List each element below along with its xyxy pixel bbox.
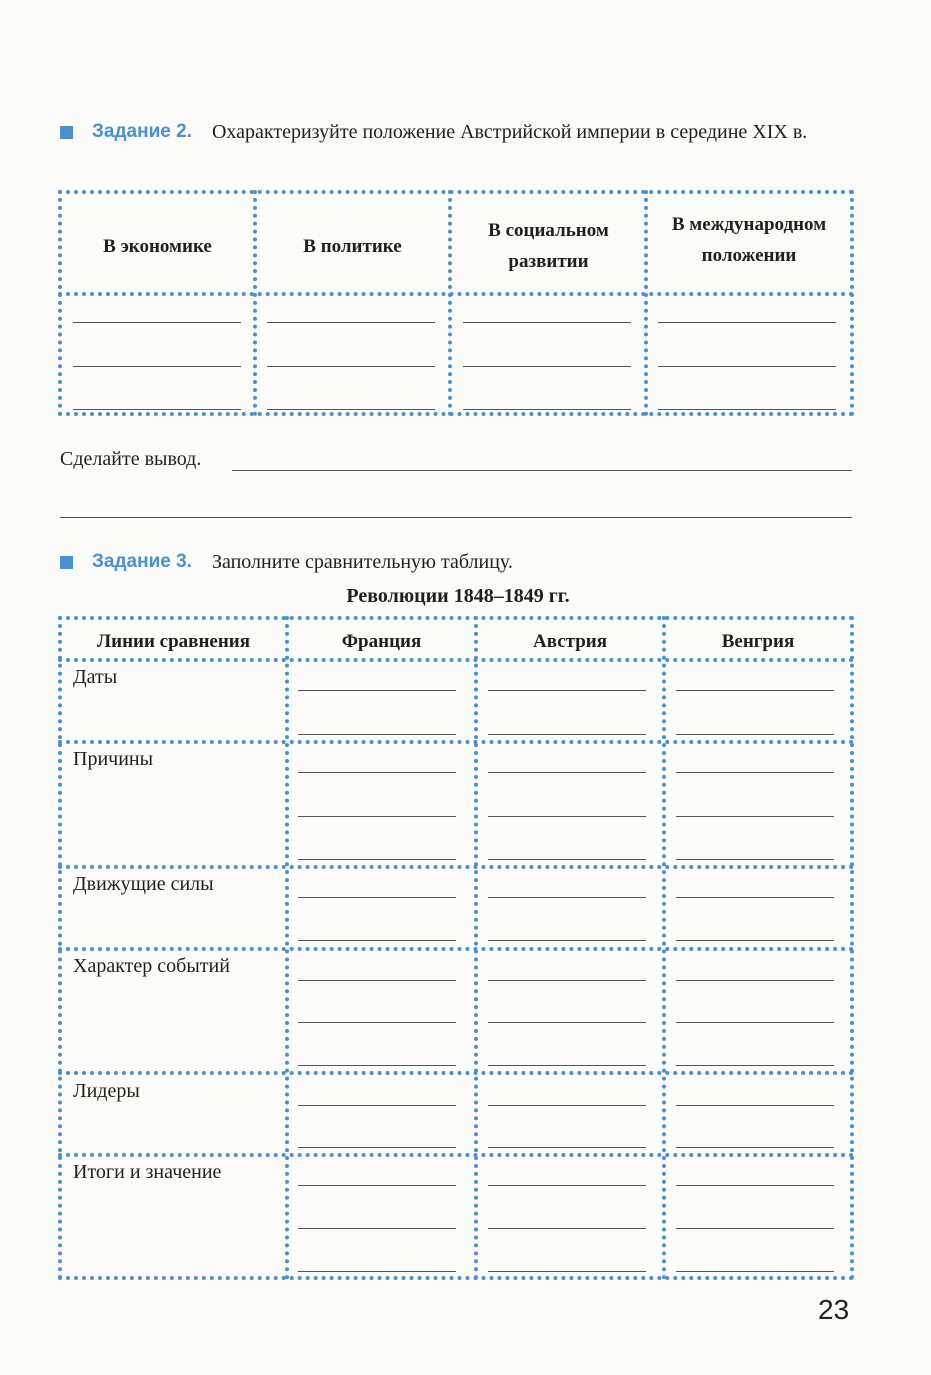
answer-line[interactable] [298,1271,456,1272]
column-header-austria: Австрия [532,631,607,652]
answer-line[interactable] [488,859,646,860]
answer-line[interactable] [488,734,646,735]
task-3-table [58,616,854,1280]
answer-line[interactable] [298,816,456,817]
bullet-square-icon [60,126,73,139]
answer-line[interactable] [73,409,241,410]
answer-line[interactable] [658,322,836,323]
row-label-dates: Даты [73,666,118,688]
answer-line[interactable] [488,1147,646,1148]
answer-line[interactable] [676,897,834,898]
task-2-header [60,117,842,147]
column-header-france: Франция [341,631,422,652]
row-label-leaders: Лидеры [73,1080,140,1102]
column-header-politics: В политике [303,235,402,257]
answer-line[interactable] [658,409,836,410]
column-header-comparison: Линии сравнения [96,631,250,652]
table-title: Революции 1848–1849 гг. [346,585,570,607]
answer-line[interactable] [73,366,241,367]
answer-line[interactable] [463,409,631,410]
task-3-header [60,547,513,577]
answer-line[interactable] [488,772,646,773]
answer-line[interactable] [267,409,435,410]
answer-line[interactable] [488,816,646,817]
conclusion-line[interactable] [60,517,852,518]
task-2-text: Охарактеризуйте положение Австрийской империи в середине XIX в. [211,121,808,143]
answer-line[interactable] [488,690,646,691]
task-3-text: Заполните сравнительную таблицу. [211,551,513,573]
bullet-square-icon [60,556,73,569]
answer-line[interactable] [676,1228,834,1229]
answer-line[interactable] [463,322,631,323]
answer-line[interactable] [298,772,456,773]
answer-line[interactable] [676,859,834,860]
answer-line[interactable] [488,1271,646,1272]
answer-line[interactable] [676,980,834,981]
answer-line[interactable] [298,1065,456,1066]
answer-line[interactable] [298,734,456,735]
answer-line[interactable] [298,897,456,898]
task-3-label: Задание 3. [92,551,192,572]
column-header-economy: В экономике [103,235,212,257]
answer-line[interactable] [298,1147,456,1148]
answer-line[interactable] [298,690,456,691]
row-label-character: Характер событий [73,955,230,977]
column-header-hungary: Венгрия [721,631,795,652]
answer-line[interactable] [488,897,646,898]
answer-line[interactable] [676,1022,834,1023]
answer-line[interactable] [488,1105,646,1106]
answer-line[interactable] [676,1185,834,1186]
row-label-results: Итоги и значение [73,1161,222,1183]
answer-line[interactable] [676,1105,834,1106]
answer-line[interactable] [298,1185,456,1186]
answer-line[interactable] [676,816,834,817]
answer-line[interactable] [298,1105,456,1106]
answer-line[interactable] [488,1228,646,1229]
row-label-driving-forces: Движущие силы [73,873,214,895]
conclusion-line[interactable] [232,470,852,471]
answer-line[interactable] [676,734,834,735]
answer-line[interactable] [463,366,631,367]
answer-line[interactable] [267,322,435,323]
task-2-table [58,190,854,416]
answer-line[interactable] [298,1022,456,1023]
answer-line[interactable] [488,1065,646,1066]
column-header-international: В международном положении [671,214,827,266]
row-label-causes: Причины [73,748,154,770]
answer-line[interactable] [658,366,836,367]
answer-line[interactable] [676,1271,834,1272]
answer-line[interactable] [298,940,456,941]
answer-line[interactable] [73,322,241,323]
answer-line[interactable] [676,1147,834,1148]
answer-line[interactable] [298,859,456,860]
answer-line[interactable] [298,1228,456,1229]
answer-line[interactable] [298,980,456,981]
answer-line[interactable] [676,772,834,773]
task-2-label: Задание 2. [92,121,192,142]
answer-line[interactable] [488,1022,646,1023]
answer-line[interactable] [488,1185,646,1186]
answer-line[interactable] [676,1065,834,1066]
page-number: 23 [818,1294,850,1325]
answer-line[interactable] [267,366,435,367]
column-header-social: В социальном развитии [488,220,609,272]
answer-line[interactable] [488,940,646,941]
answer-line[interactable] [676,690,834,691]
answer-line[interactable] [488,980,646,981]
conclusion-label: Сделайте вывод. [60,448,202,470]
answer-line[interactable] [676,940,834,941]
